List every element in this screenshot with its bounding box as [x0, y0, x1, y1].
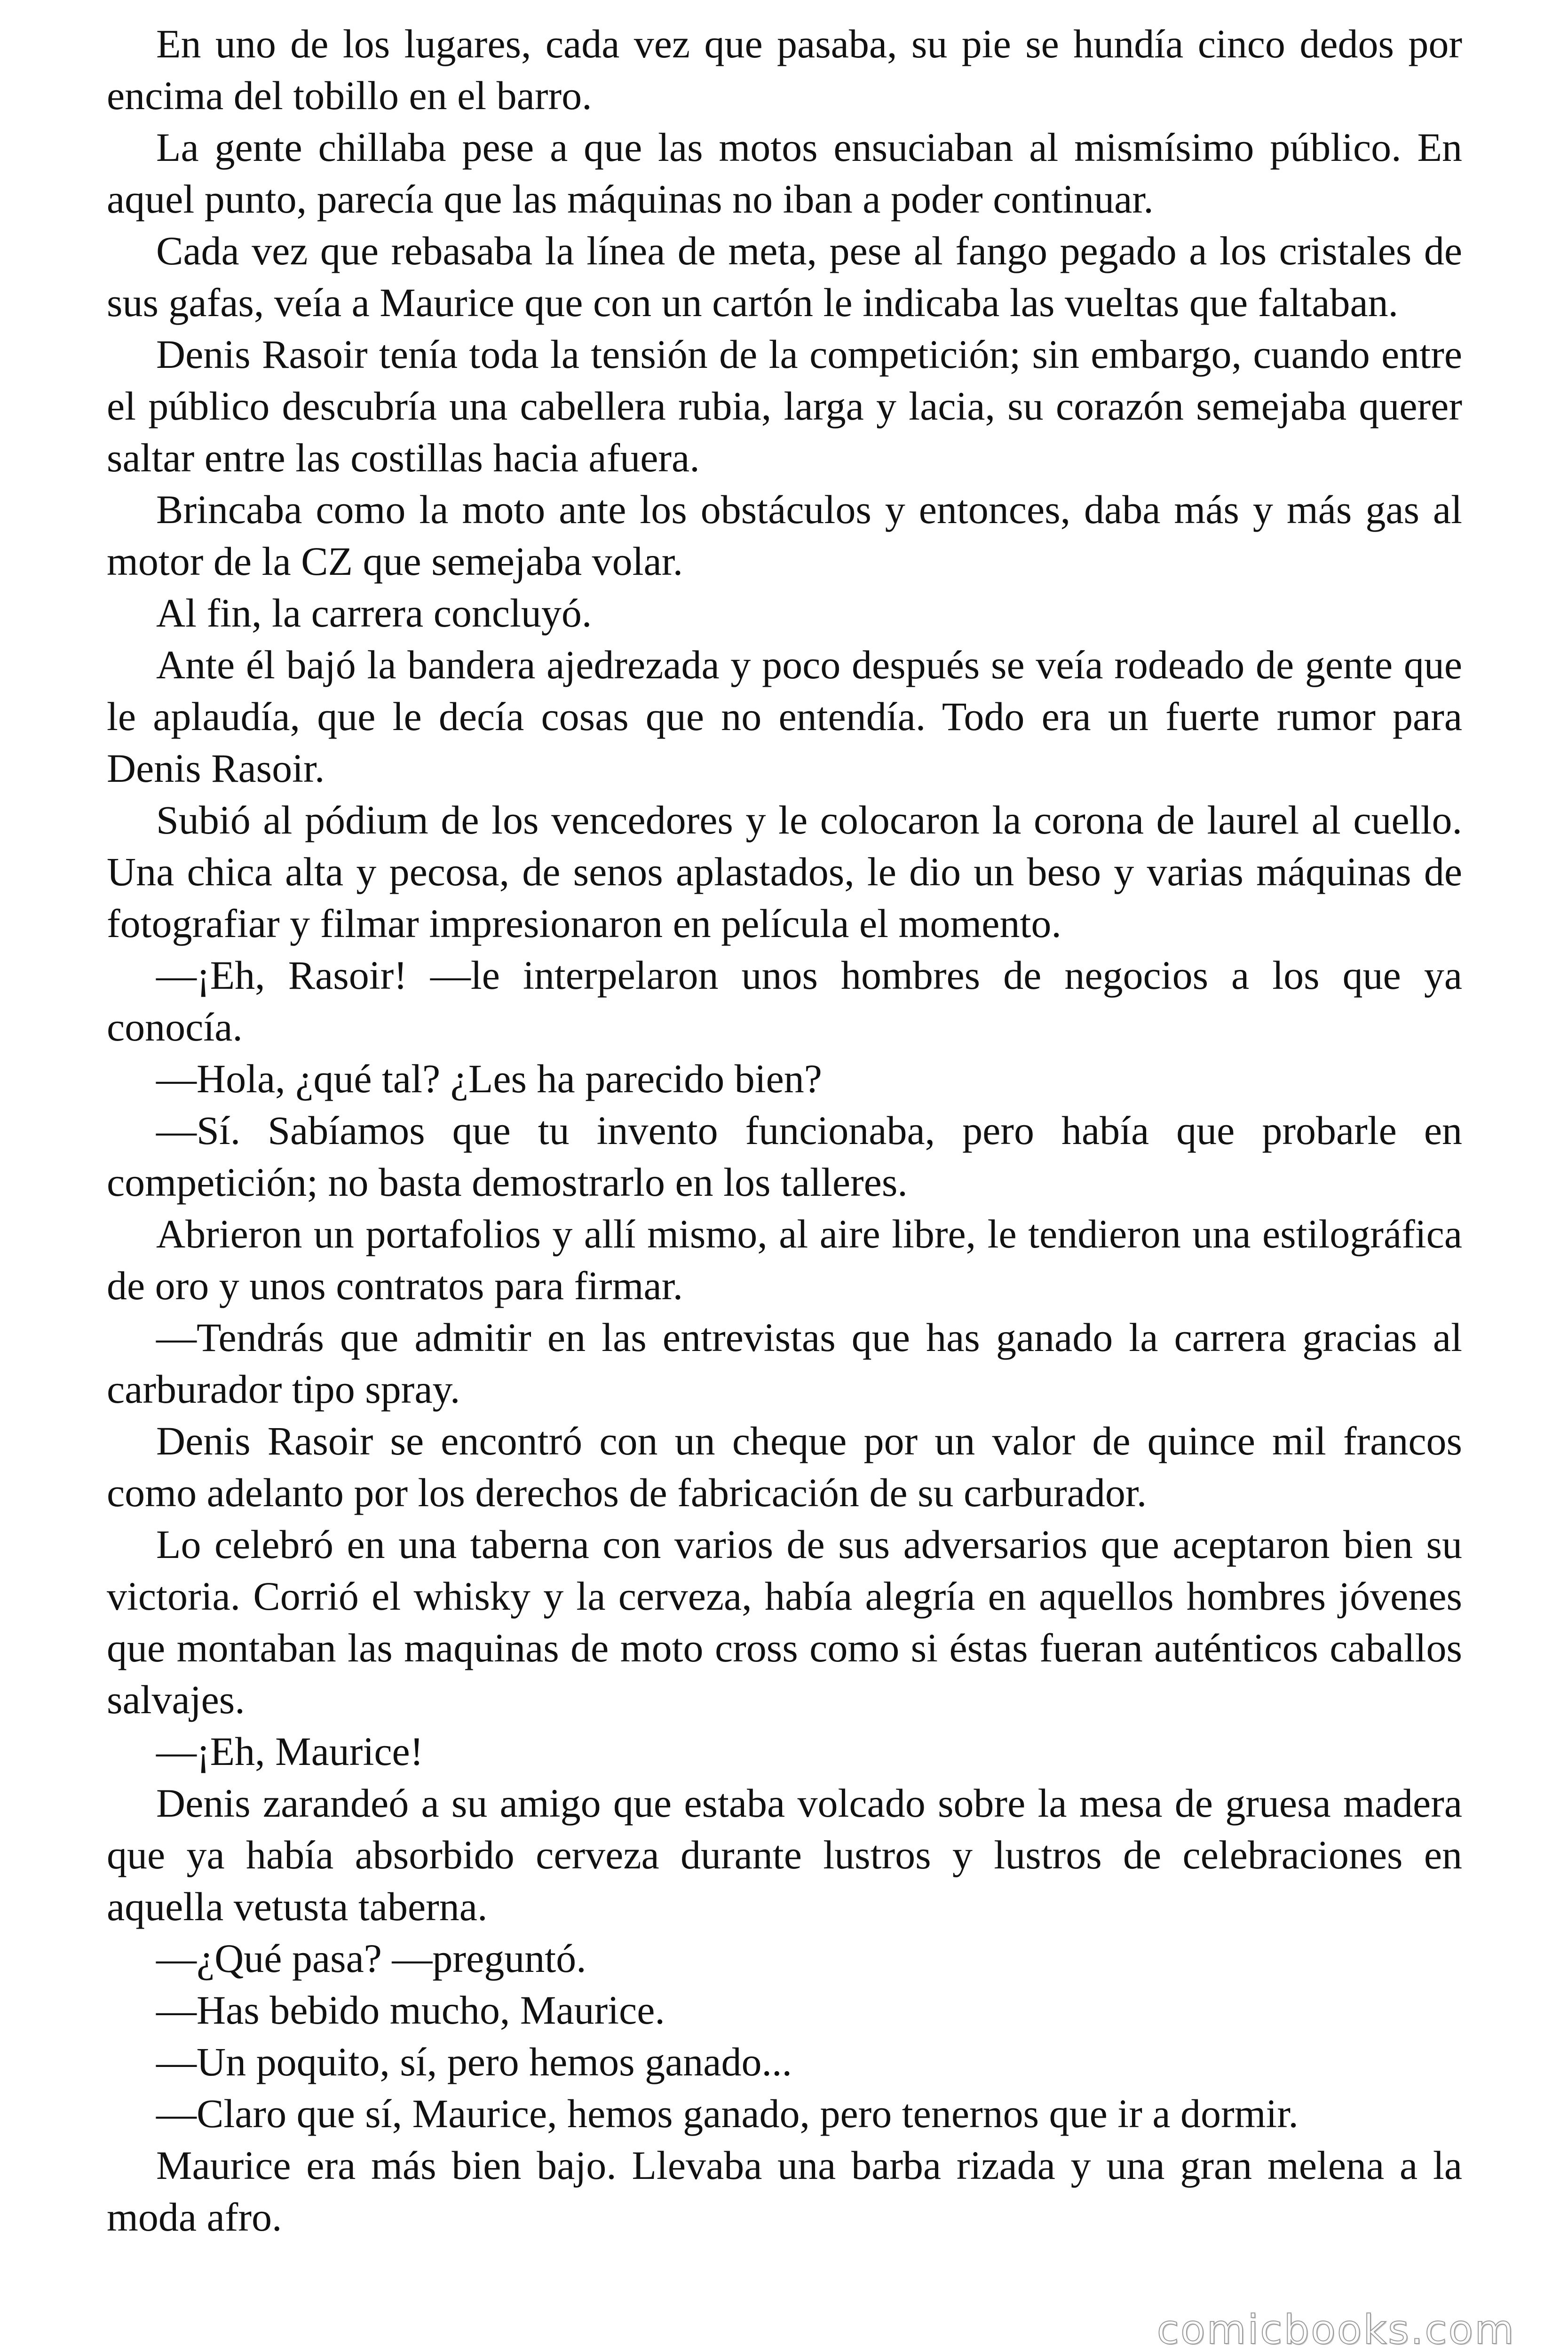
paragraph: Lo celebró en una taberna con varios de sus adversarios que aceptaron bien su victoria. Corrió el whisky y la cerveza, había alegría en aquellos hombres jóvenes que montaban las maquinas de moto cross como si éstas fueran auténticos caballos salvajes.	[107, 1522, 1462, 1722]
paragraph: Subió al pódium de los vencedores y le colocaron la corona de laurel al cuello. Una chica alta y pecosa, de senos aplastados, le dio un beso y varias máquinas de fotografiar y filmar impresionaron en película el momento.	[107, 797, 1462, 946]
paragraph: Denis Rasoir tenía toda la tensión de la competición; sin embargo, cuando entre el público descubría una cabellera rubia, larga y lacia, su corazón semejaba querer saltar entre las costillas hacia afuera.	[107, 332, 1462, 480]
paragraph: Denis zarandeó a su amigo que estaba volcado sobre la mesa de gruesa madera que ya había absorbido cerveza durante lustros y lustros de celebraciones en aquella vetusta taberna.	[107, 1780, 1462, 1929]
dialogue-line: —Un poquito, sí, pero hemos ganado...	[156, 2039, 792, 2084]
watermark: comicbooks.com	[1156, 2306, 1515, 2352]
paragraph: Cada vez que rebasaba la línea de meta, pese al fango pegado a los cristales de sus gafas, veía a Maurice que con un cartón le indicaba las vueltas que faltaban.	[107, 228, 1462, 325]
dialogue-line: —Claro que sí, Maurice, hemos ganado, pero tenernos que ir a dormir.	[156, 2091, 1299, 2136]
paragraph: Denis Rasoir se encontró con un cheque por un valor de quince mil francos como adelanto por los derechos de fabricación de su carburador.	[107, 1418, 1462, 1515]
dialogue-line: —¿Qué pasa? —preguntó.	[156, 1936, 586, 1981]
dialogue-line: —Tendrás que admitir en las entrevistas que has ganado la carrera gracias al carburador tipo spray.	[107, 1315, 1462, 1412]
paragraph: En uno de los lugares, cada vez que pasaba, su pie se hundía cinco dedos por encima del tobillo en el barro.	[107, 21, 1462, 118]
paragraph: Abrieron un portafolios y allí mismo, al aire libre, le tendieron una estilográfica de oro y unos contratos para firmar.	[107, 1211, 1462, 1308]
page-text	[107, 18, 1462, 2243]
dialogue-line: —Sí. Sabíamos que tu invento funcionaba, pero había que probarle en competición; no basta demostrarlo en los talleres.	[107, 1108, 1462, 1205]
paragraph: Maurice era más bien bajo. Llevaba una barba rizada y una gran melena a la moda afro.	[107, 2143, 1462, 2240]
paragraph: La gente chillaba pese a que las motos ensuciaban al mismísimo público. En aquel punto, parecía que las máquinas no iban a poder continuar.	[107, 125, 1462, 222]
dialogue-line: —¡Eh, Maurice!	[156, 1729, 424, 1774]
paragraph: Brincaba como la moto ante los obstáculos y entonces, daba más y más gas al motor de la CZ que semejaba volar.	[107, 487, 1462, 584]
dialogue-line: —¡Eh, Rasoir! —le interpelaron unos hombres de negocios a los que ya conocía.	[107, 953, 1462, 1049]
dialogue-line: —Has bebido mucho, Maurice.	[156, 1987, 665, 2033]
paragraph: Ante él bajó la bandera ajedrezada y poco después se veía rodeado de gente que le aplaudía, que le decía cosas que no entendía. Todo era un fuerte rumor para Denis Rasoir.	[107, 642, 1462, 791]
dialogue-line: —Hola, ¿qué tal? ¿Les ha parecido bien?	[156, 1056, 822, 1101]
paragraph: Al fin, la carrera concluyó.	[156, 590, 592, 636]
